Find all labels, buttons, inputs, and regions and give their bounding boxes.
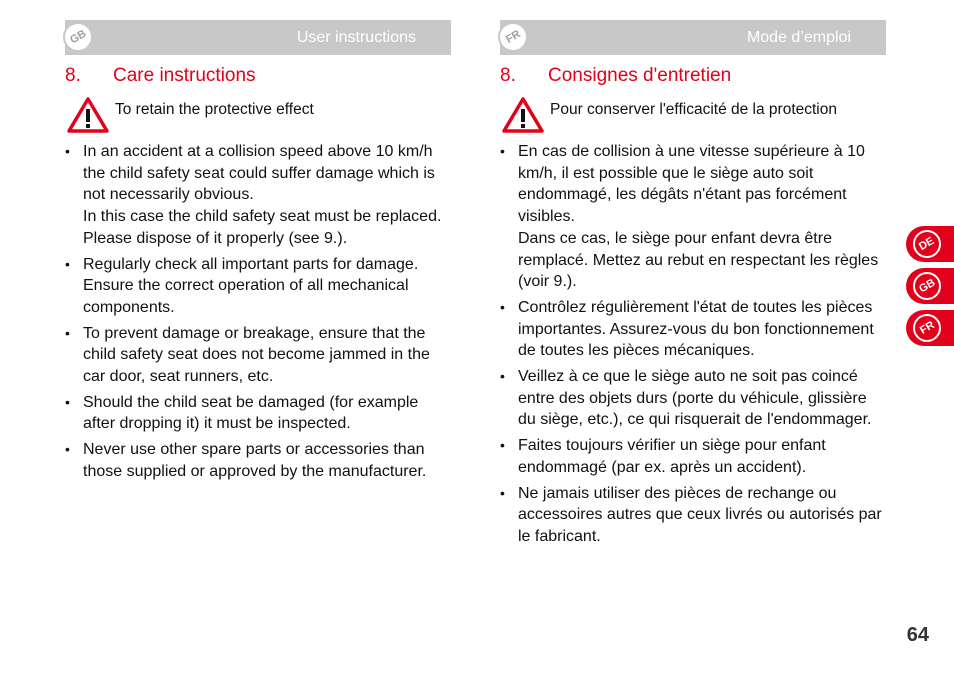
list-item <box>500 141 886 293</box>
list-item <box>65 254 451 319</box>
tab-fr[interactable] <box>906 310 954 346</box>
section-heading <box>500 65 886 89</box>
list-item <box>65 141 451 250</box>
warning-row <box>500 97 886 133</box>
list-item <box>500 483 886 548</box>
list-item <box>500 366 886 431</box>
language-tabs <box>906 226 954 352</box>
list-item <box>500 297 886 362</box>
tab-label: FR <box>917 319 937 337</box>
warning-triangle-icon <box>67 97 109 133</box>
list-item-text: En cas de collision à une vitesse supérieure à 10 km/h, il est possible que le siège auto soit endommagé, les dégâts n'étant pas forcément visibles. <box>518 143 865 226</box>
left-column <box>65 20 451 487</box>
care-list <box>500 141 886 548</box>
gb-language-code: GB <box>67 27 89 47</box>
tab-de[interactable] <box>906 226 954 262</box>
list-item-text: Ne jamais utiliser des pièces de rechange ou accessoires autres que ceux livrés ou autorisés par le fabricant. <box>518 484 882 545</box>
fr-tab-badge <box>913 314 941 342</box>
section-heading <box>65 65 451 89</box>
section-number: 8. <box>65 65 81 86</box>
section-title: Consignes d'entretien <box>548 65 732 86</box>
list-item-text: Contrôlez régulièrement l'état de toutes les pièces importantes. Assurez-vous du bon fonctionnement de toutes les pièces mécaniques. <box>518 298 874 360</box>
warning-text: To retain the protective effect <box>115 101 314 118</box>
section-title: Care instructions <box>113 65 256 86</box>
warning-triangle-icon <box>502 97 544 133</box>
header-bar-gb <box>65 20 451 55</box>
header-bar-fr <box>500 20 886 55</box>
list-item <box>65 439 451 482</box>
gb-language-badge <box>63 22 93 52</box>
warning-row <box>65 97 451 133</box>
fr-language-badge <box>498 22 528 52</box>
section-number: 8. <box>500 65 516 86</box>
list-item-text: Never use other spare parts or accessories than those supplied or approved by the manufacturer. <box>83 441 427 480</box>
de-tab-badge <box>913 230 941 258</box>
list-item-text-2: In this case the child safety seat must be replaced. Please dispose of it properly (see 9.). <box>83 208 442 247</box>
page-number: 64 <box>906 624 929 646</box>
list-item <box>65 392 451 435</box>
list-item-text: In an accident at a collision speed above 10 km/h the child safety seat could suffer damage which is not necessarily obvious. <box>83 143 435 204</box>
list-item-text: To prevent damage or breakage, ensure that the child safety seat does not become jammed in the car door, seat runners, etc. <box>83 324 430 386</box>
list-item-text: Veillez à ce que le siège auto ne soit pas coincé entre des objets durs (porte du véhicule, glissière du siège, etc.), ce qui risquerait de l'endommager. <box>518 368 872 429</box>
tab-label: DE <box>917 234 937 254</box>
list-item-text: Should the child seat be damaged (for example after dropping it) it must be inspected. <box>83 393 419 433</box>
list-item <box>500 435 886 478</box>
warning-text: Pour conserver l'efficacité de la protection <box>550 101 837 118</box>
list-item <box>65 323 451 388</box>
fr-language-code: FR <box>503 28 523 46</box>
care-list <box>65 141 451 483</box>
header-title: Mode d’emploi <box>746 29 851 46</box>
list-item-text: Regularly check all important parts for damage. Ensure the correct operation of all mechanical components. <box>83 255 419 316</box>
tab-label: GB <box>916 276 938 296</box>
right-column <box>500 20 886 552</box>
gb-tab-badge <box>913 272 941 300</box>
header-title: User instructions <box>296 29 416 46</box>
list-item-text: Faites toujours vérifier un siège pour enfant endommagé (par ex. après un accident). <box>518 437 826 476</box>
list-item-text-2: Dans ce cas, le siège pour enfant devra être remplacé. Mettez au rebut en respectant les règles (voir 9.). <box>518 229 879 291</box>
tab-gb[interactable] <box>906 268 954 304</box>
